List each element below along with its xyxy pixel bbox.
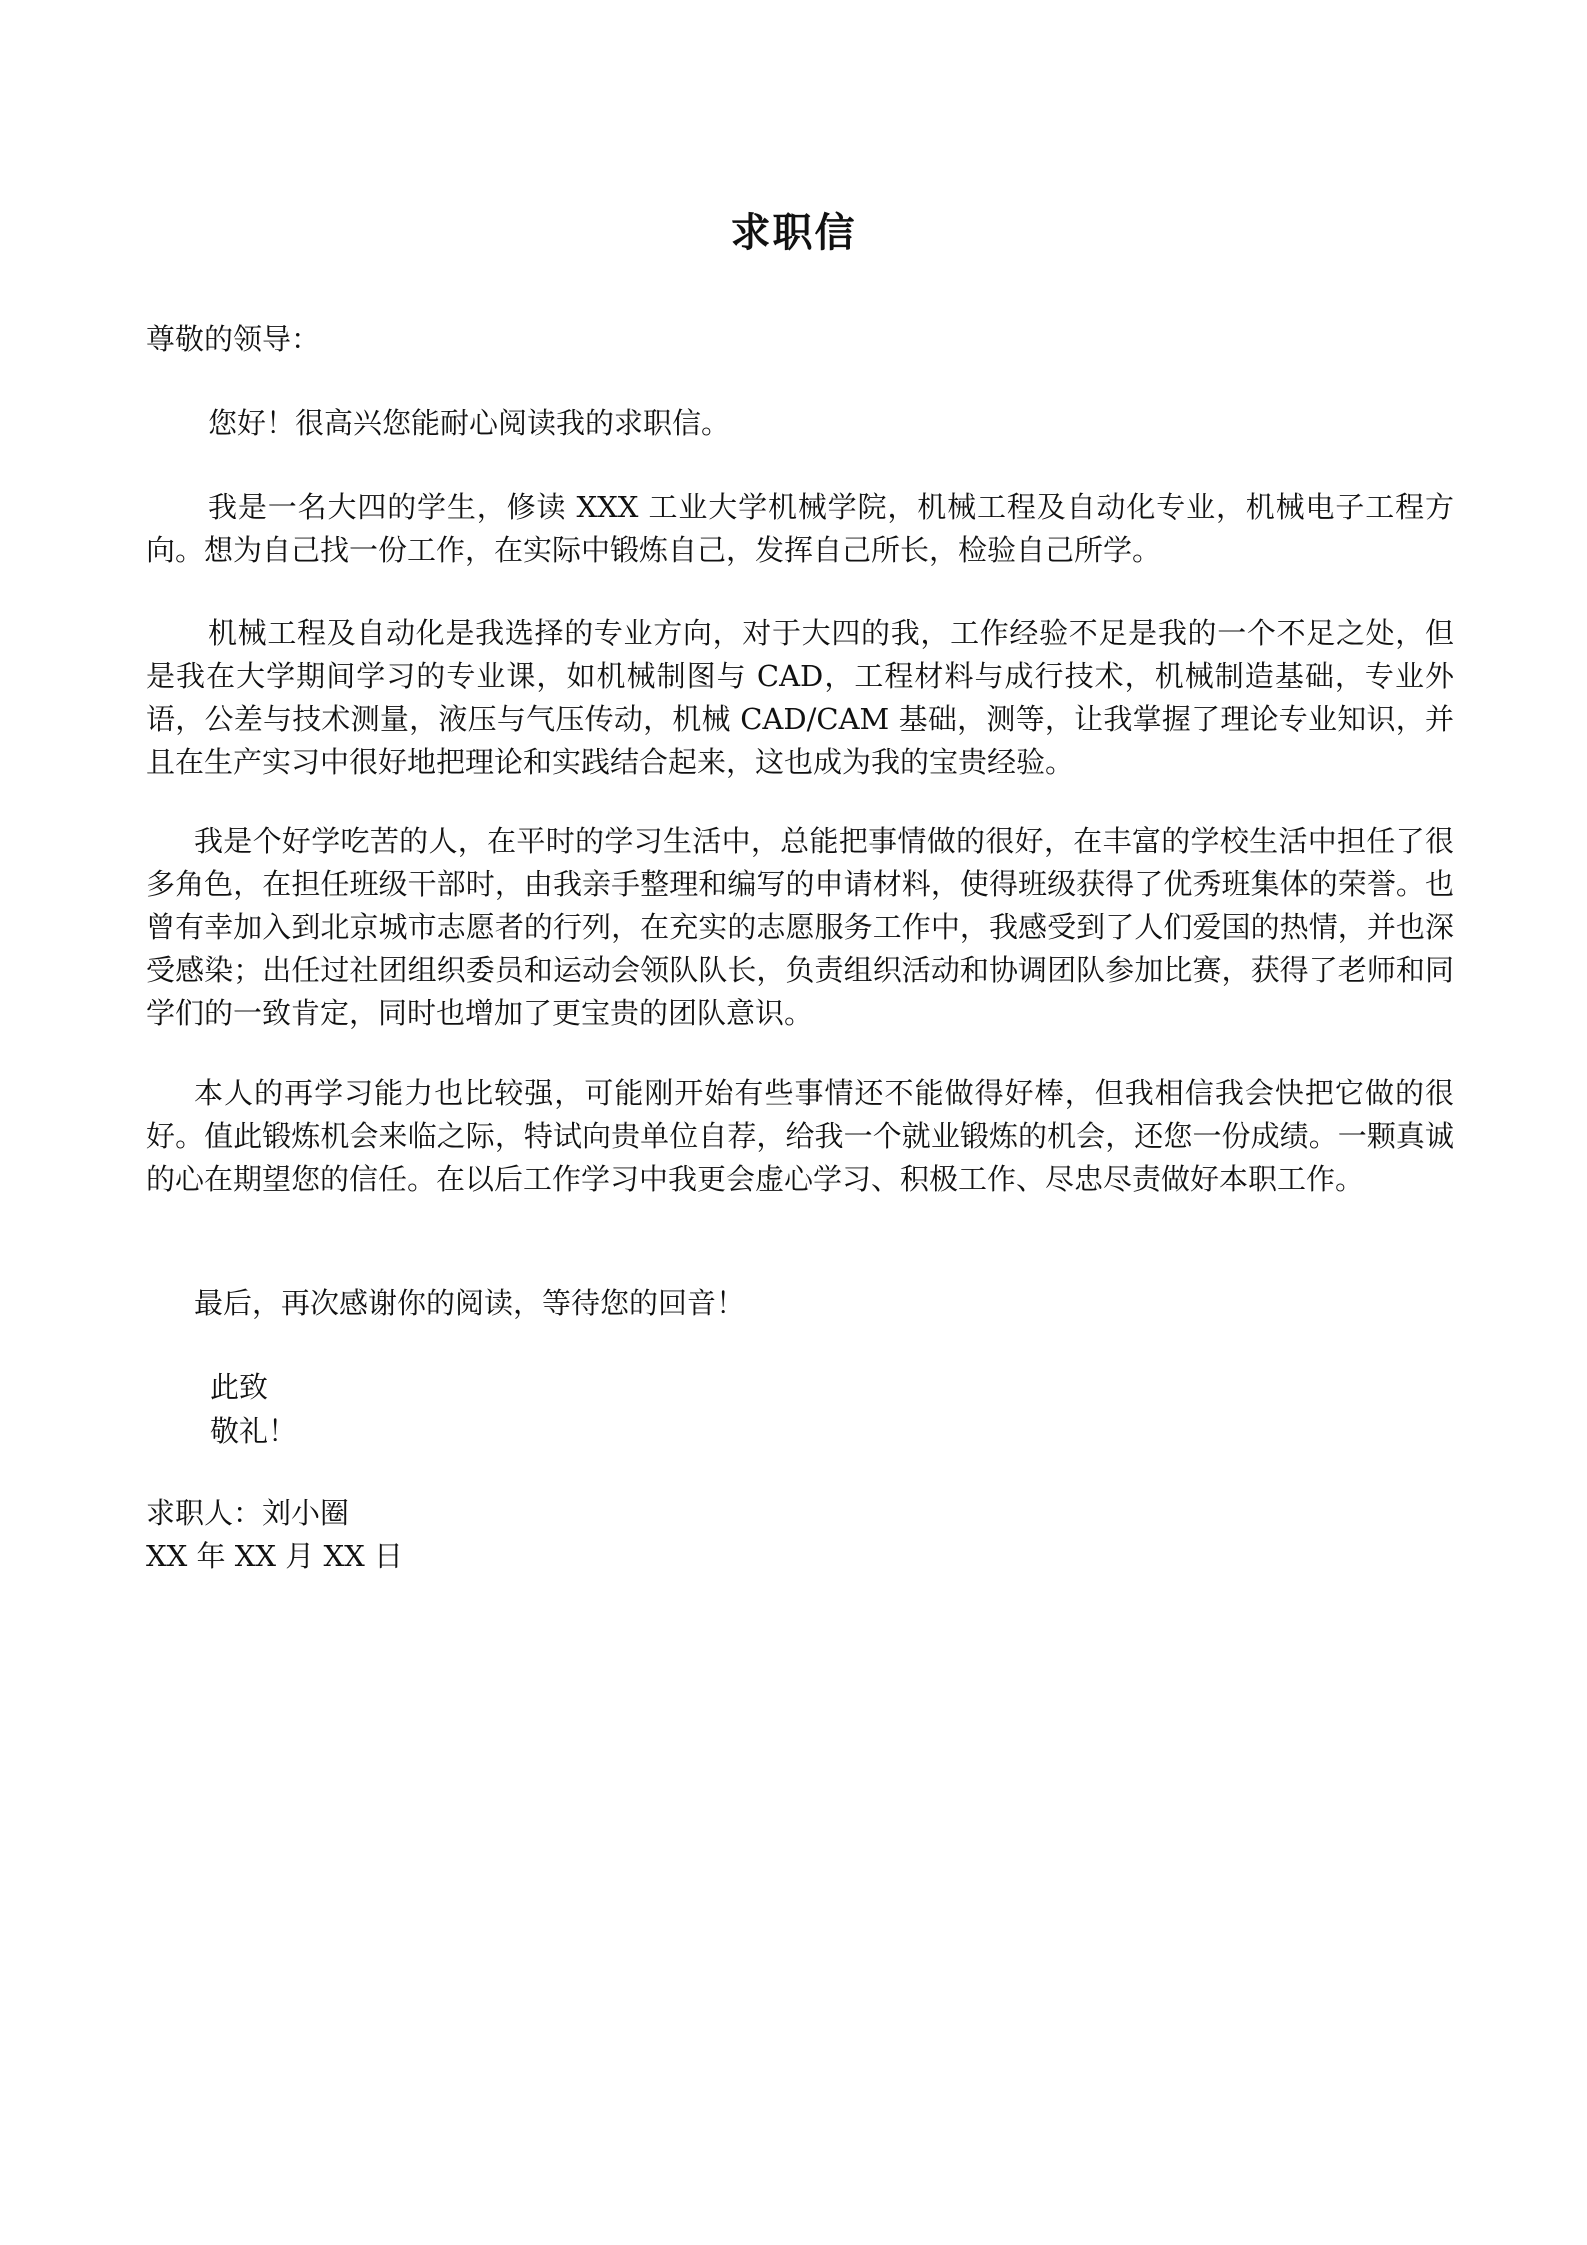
signature: 求职人：刘小圈: [146, 1496, 350, 1530]
paragraph-ability: 本人的再学习能力也比较强，可能刚开始有些事情还不能做得好棒，但我相信我会快把它做的很好。值此锻炼机会来临之际，特试向贵单位自荐，给我一个就业锻炼的机会，还您一份成绩。一颗真诚的心在期望您的信任。在以后工作学习中我更会虚心学习、积极工作、尽忠尽责做好本职工作。: [146, 1076, 1454, 1196]
salutation: 尊敬的领导：: [146, 322, 321, 356]
closing-jing-li: 敬礼！: [210, 1414, 298, 1448]
paragraph-major: 机械工程及自动化是我选择的专业方向，对于大四的我，工作经验不足是我的一个不足之处，但是我在大学期间学习的专业课，如机械制图与 CAD，工程材料与成行技术，机械制造基础，专业外语，公差与技术测量，液压与气压传动，机械 CAD/CAM 基础，测等，让我掌握了理论专业知识，并且在生产实习中很好地把理论和实践结合起来，这也成为我的宝贵经验。: [146, 616, 1454, 779]
paragraph-experience: 我是个好学吃苦的人，在平时的学习生活中，总能把事情做的很好，在丰富的学校生活中担任了很多角色，在担任班级干部时，由我亲手整理和编写的申请材料，使得班级获得了优秀班集体的荣誉。也曾有幸加入到北京城市志愿者的行列，在充实的志愿服务工作中，我感受到了人们爱国的热情，并也深受感染；出任过社团组织委员和运动会领队队长，负责组织活动和协调团队参加比赛，获得了老师和同学们的一致肯定，同时也增加了更宝贵的团队意识。: [146, 824, 1454, 1030]
date: XX 年 XX 月 XX 日: [146, 1539, 403, 1573]
paragraph-introduction: 我是一名大四的学生，修读 XXX 工业大学机械学院，机械工程及自动化专业，机械电子工程方向。想为自己找一份工作，在实际中锻炼自己，发挥自己所长，检验自己所学。: [146, 490, 1454, 567]
paragraph-thanks: 最后，再次感谢你的阅读，等待您的回音！: [194, 1286, 746, 1320]
letter-title: 求职信: [730, 209, 857, 256]
closing-ci-zhi: 此致: [210, 1370, 269, 1404]
paragraph-greeting: 您好！很高兴您能耐心阅读我的求职信。: [208, 406, 731, 440]
